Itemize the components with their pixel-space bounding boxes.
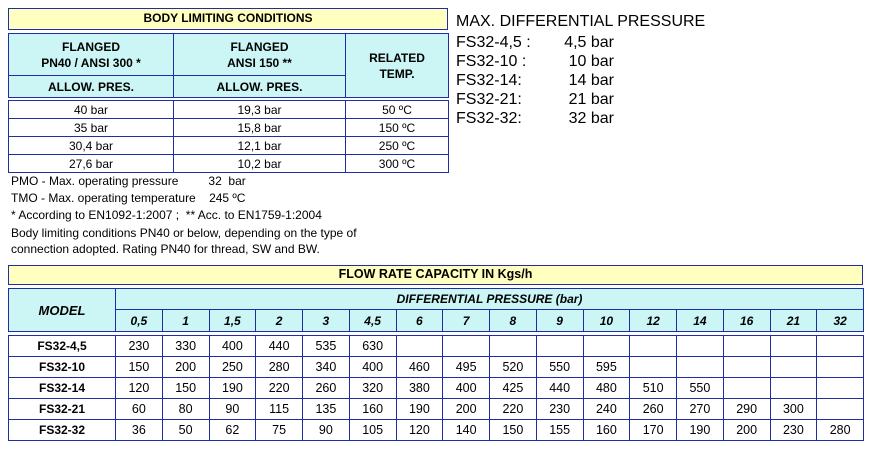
table-cell: 10,2 bar bbox=[174, 155, 346, 173]
allow-pres-header-2: ALLOW. PRES. bbox=[174, 76, 346, 98]
flow-value-cell: 170 bbox=[630, 420, 677, 441]
table-cell: 50 ºC bbox=[346, 101, 449, 119]
flow-value-cell: 280 bbox=[817, 420, 864, 441]
flow-value-cell bbox=[490, 336, 537, 357]
table-row bbox=[9, 378, 864, 399]
flow-value-cell: 460 bbox=[396, 357, 443, 378]
pressure-column-header: 0,5 bbox=[116, 310, 163, 332]
flow-value-cell: 50 bbox=[162, 420, 209, 441]
flow-value-cell: 630 bbox=[349, 336, 396, 357]
table-row bbox=[9, 119, 449, 137]
max-diff-value: 21 bar bbox=[568, 91, 614, 108]
flow-value-cell: 400 bbox=[349, 357, 396, 378]
table-row bbox=[9, 420, 864, 441]
flow-value-cell bbox=[677, 336, 724, 357]
max-diff-value: 10 bar bbox=[568, 53, 614, 70]
flow-value-cell bbox=[817, 399, 864, 420]
flow-value-cell: 330 bbox=[162, 336, 209, 357]
flow-value-cell: 220 bbox=[256, 378, 303, 399]
model-cell: FS32-14 bbox=[9, 378, 116, 399]
flow-value-cell: 200 bbox=[443, 399, 490, 420]
flow-value-cell bbox=[677, 357, 724, 378]
max-diff-value: 32 bar bbox=[568, 110, 614, 127]
model-cell: FS32-10 bbox=[9, 357, 116, 378]
body-limiting-note-line2: connection adopted. Rating PN40 for thread, SW and BW. bbox=[11, 242, 320, 256]
flow-value-cell: 120 bbox=[396, 420, 443, 441]
flow-value-cell: 290 bbox=[723, 399, 770, 420]
table-cell: 35 bar bbox=[9, 119, 174, 137]
flow-value-cell bbox=[630, 336, 677, 357]
table-cell: 12,1 bar bbox=[174, 137, 346, 155]
flow-value-cell: 230 bbox=[536, 399, 583, 420]
table-row bbox=[9, 399, 864, 420]
flow-value-cell: 140 bbox=[443, 420, 490, 441]
max-diff-model: FS32-32: bbox=[456, 110, 522, 127]
flow-value-cell bbox=[723, 378, 770, 399]
max-diff-value: 4,5 bar bbox=[564, 34, 614, 51]
flow-value-cell: 280 bbox=[256, 357, 303, 378]
pressure-column-header: 8 bbox=[490, 310, 537, 332]
flow-value-cell: 230 bbox=[116, 336, 163, 357]
flanged-ansi150-header: FLANGED ANSI 150 ** bbox=[174, 34, 346, 76]
body-limiting-header-table bbox=[8, 33, 449, 98]
pressure-column-header: 32 bbox=[817, 310, 864, 332]
flow-value-cell: 535 bbox=[303, 336, 350, 357]
model-header: MODEL bbox=[9, 289, 116, 332]
flow-value-cell: 425 bbox=[490, 378, 537, 399]
flow-value-cell: 115 bbox=[256, 399, 303, 420]
table-row bbox=[9, 336, 864, 357]
body-limiting-note-line1: Body limiting conditions PN40 or below, depending on the type of bbox=[11, 226, 357, 240]
allow-pres-header-1: ALLOW. PRES. bbox=[9, 76, 174, 98]
differential-pressure-header: DIFFERENTIAL PRESSURE (bar) bbox=[116, 289, 864, 310]
table-cell: 40 bar bbox=[9, 101, 174, 119]
pressure-column-header: 7 bbox=[443, 310, 490, 332]
table-row bbox=[9, 137, 449, 155]
flow-value-cell: 190 bbox=[396, 399, 443, 420]
body-limiting-title: BODY LIMITING CONDITIONS bbox=[8, 8, 448, 30]
max-diff-model: FS32-10 : bbox=[456, 53, 527, 70]
flow-rate-table bbox=[8, 335, 864, 441]
table-cell: 250 ºC bbox=[346, 137, 449, 155]
flow-value-cell: 380 bbox=[396, 378, 443, 399]
flow-value-cell: 150 bbox=[116, 357, 163, 378]
model-cell: FS32-4,5 bbox=[9, 336, 116, 357]
flow-value-cell bbox=[770, 357, 817, 378]
flow-value-cell: 480 bbox=[583, 378, 630, 399]
flow-value-cell: 260 bbox=[630, 399, 677, 420]
flow-rate-title: FLOW RATE CAPACITY IN Kgs/h bbox=[8, 265, 863, 285]
flanged-pn40-header: FLANGED PN40 / ANSI 300 * bbox=[9, 34, 174, 76]
pressure-column-header: 9 bbox=[536, 310, 583, 332]
pressure-column-header: 10 bbox=[583, 310, 630, 332]
pmo-note: PMO - Max. operating pressure 32 bar bbox=[11, 174, 246, 188]
pressure-column-header: 1,5 bbox=[209, 310, 256, 332]
pressure-column-header: 16 bbox=[723, 310, 770, 332]
flow-rate-header-table bbox=[8, 288, 864, 332]
standards-note: * According to EN1092-1:2007 ; ** Acc. to EN1759-1:2004 bbox=[11, 208, 322, 222]
max-diff-model: FS32-21: bbox=[456, 91, 522, 108]
table-row bbox=[9, 155, 449, 173]
flow-value-cell: 150 bbox=[490, 420, 537, 441]
flow-value-cell: 400 bbox=[443, 378, 490, 399]
pressure-column-header: 12 bbox=[630, 310, 677, 332]
flow-value-cell: 62 bbox=[209, 420, 256, 441]
flow-value-cell: 230 bbox=[770, 420, 817, 441]
flow-value-cell: 90 bbox=[303, 420, 350, 441]
pressure-column-header: 3 bbox=[303, 310, 350, 332]
flow-value-cell bbox=[630, 357, 677, 378]
pressure-column-header: 14 bbox=[677, 310, 724, 332]
flow-value-cell: 550 bbox=[536, 357, 583, 378]
flow-value-cell bbox=[817, 336, 864, 357]
table-row bbox=[9, 101, 449, 119]
flow-value-cell: 270 bbox=[677, 399, 724, 420]
flow-value-cell: 400 bbox=[209, 336, 256, 357]
flow-value-cell bbox=[723, 357, 770, 378]
flow-value-cell: 80 bbox=[162, 399, 209, 420]
flow-value-cell: 135 bbox=[303, 399, 350, 420]
flow-value-cell: 105 bbox=[349, 420, 396, 441]
flow-value-cell: 595 bbox=[583, 357, 630, 378]
tmo-note: TMO - Max. operating temperature 245 ºC bbox=[11, 191, 246, 205]
pressure-column-header: 6 bbox=[396, 310, 443, 332]
flow-value-cell: 60 bbox=[116, 399, 163, 420]
flow-value-cell: 120 bbox=[116, 378, 163, 399]
flow-value-cell bbox=[770, 336, 817, 357]
flow-value-cell: 495 bbox=[443, 357, 490, 378]
model-cell: FS32-32 bbox=[9, 420, 116, 441]
max-diff-pressure-title: MAX. DIFFERENTIAL PRESSURE bbox=[456, 13, 706, 30]
flow-value-cell bbox=[443, 336, 490, 357]
pressure-column-header: 1 bbox=[162, 310, 209, 332]
model-cell: FS32-21 bbox=[9, 399, 116, 420]
max-diff-model: FS32-4,5 : bbox=[456, 34, 531, 51]
table-cell: 19,3 bar bbox=[174, 101, 346, 119]
flow-value-cell: 150 bbox=[162, 378, 209, 399]
flow-value-cell: 260 bbox=[303, 378, 350, 399]
flow-value-cell: 250 bbox=[209, 357, 256, 378]
flow-value-cell: 240 bbox=[583, 399, 630, 420]
flow-value-cell: 160 bbox=[583, 420, 630, 441]
table-cell: 15,8 bar bbox=[174, 119, 346, 137]
flow-value-cell bbox=[583, 336, 630, 357]
flow-value-cell: 190 bbox=[209, 378, 256, 399]
flow-value-cell: 220 bbox=[490, 399, 537, 420]
flow-value-cell: 510 bbox=[630, 378, 677, 399]
flow-value-cell: 36 bbox=[116, 420, 163, 441]
table-cell: 300 ºC bbox=[346, 155, 449, 173]
flow-value-cell bbox=[817, 357, 864, 378]
table-cell: 30,4 bar bbox=[9, 137, 174, 155]
pressure-column-header: 4,5 bbox=[349, 310, 396, 332]
flow-value-cell: 440 bbox=[256, 336, 303, 357]
pressure-column-header: 2 bbox=[256, 310, 303, 332]
flow-value-cell: 90 bbox=[209, 399, 256, 420]
table-cell: 150 ºC bbox=[346, 119, 449, 137]
flow-value-cell: 155 bbox=[536, 420, 583, 441]
table-cell: 27,6 bar bbox=[9, 155, 174, 173]
flow-value-cell: 300 bbox=[770, 399, 817, 420]
flow-value-cell bbox=[723, 336, 770, 357]
flow-value-cell bbox=[817, 378, 864, 399]
flow-value-cell bbox=[396, 336, 443, 357]
pressure-column-header: 21 bbox=[770, 310, 817, 332]
table-row bbox=[9, 357, 864, 378]
flow-value-cell bbox=[536, 336, 583, 357]
flow-value-cell: 200 bbox=[162, 357, 209, 378]
max-diff-value: 14 bar bbox=[568, 72, 614, 89]
flow-value-cell: 200 bbox=[723, 420, 770, 441]
flow-value-cell: 75 bbox=[256, 420, 303, 441]
flow-value-cell: 320 bbox=[349, 378, 396, 399]
flow-value-cell: 160 bbox=[349, 399, 396, 420]
max-diff-model: FS32-14: bbox=[456, 72, 522, 89]
flow-value-cell bbox=[770, 378, 817, 399]
related-temp-header: RELATED TEMP. bbox=[346, 34, 449, 98]
flow-value-cell: 190 bbox=[677, 420, 724, 441]
flow-value-cell: 440 bbox=[536, 378, 583, 399]
flow-value-cell: 340 bbox=[303, 357, 350, 378]
body-limiting-table bbox=[8, 100, 449, 173]
flow-value-cell: 550 bbox=[677, 378, 724, 399]
flow-value-cell: 520 bbox=[490, 357, 537, 378]
